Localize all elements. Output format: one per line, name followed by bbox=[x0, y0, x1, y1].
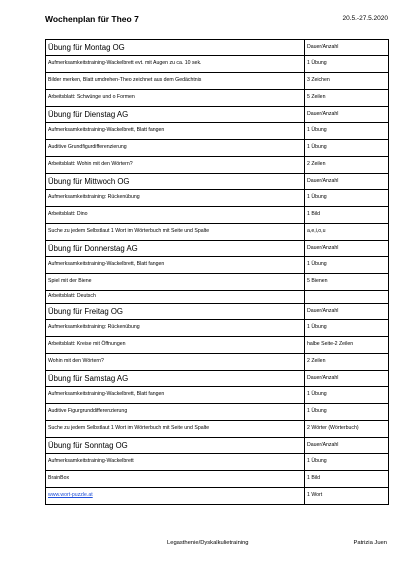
task-amount: 5 Zeilen bbox=[305, 90, 389, 107]
task-row bbox=[46, 140, 389, 157]
task-row bbox=[46, 56, 389, 73]
task-row bbox=[46, 337, 389, 354]
task-amount: 2 Zeilen bbox=[305, 354, 389, 371]
task-amount: halbe Seite-2 Zeilen bbox=[305, 337, 389, 354]
task-text: Suche zu jedem Selbstlaut 1 Wort im Wörterbuch mit Seite und Spalte bbox=[46, 224, 305, 241]
day-unit-label: Dauer/Anzahl bbox=[305, 438, 389, 454]
task-row bbox=[46, 73, 389, 90]
task-amount: 1 Übung bbox=[305, 454, 389, 471]
day-name: Übung für Sonntag OG bbox=[46, 438, 305, 454]
task-row bbox=[46, 320, 389, 337]
task-text: Arbeitsblatt: Deutsch bbox=[46, 291, 305, 304]
task-row bbox=[46, 488, 389, 505]
task-text: Aufmerksamkeitstraining: Rückenübung bbox=[46, 190, 305, 207]
day-header-row bbox=[46, 40, 389, 56]
task-text: Auditive Figurgrunddifferenzierung bbox=[46, 404, 305, 421]
task-amount: 1 Übung bbox=[305, 123, 389, 140]
task-text bbox=[46, 488, 305, 505]
task-amount: 1 Übung bbox=[305, 190, 389, 207]
date-range: 20.5.-27.5.2020 bbox=[342, 15, 388, 22]
task-amount: 3 Zeichen bbox=[305, 73, 389, 90]
task-amount: 1 Übung bbox=[305, 257, 389, 274]
task-row bbox=[46, 471, 389, 488]
task-text: Wohin mit den Wörtern? bbox=[46, 354, 305, 371]
day-header-row bbox=[46, 107, 389, 123]
day-name: Übung für Freitag OG bbox=[46, 304, 305, 320]
wort-puzzle-link[interactable]: www.wort-puzzle.at bbox=[48, 492, 93, 499]
day-name: Übung für Dienstag AG bbox=[46, 107, 305, 123]
task-amount: 1 Übung bbox=[305, 320, 389, 337]
task-text: Aufmerksamkeitstraining-Wackelbrett, Blatt fangen bbox=[46, 123, 305, 140]
task-text: Arbeitsblatt: Wohin mit den Wörtern? bbox=[46, 157, 305, 174]
task-row bbox=[46, 207, 389, 224]
task-row bbox=[46, 190, 389, 207]
task-amount: 1 Bild bbox=[305, 207, 389, 224]
day-header-row bbox=[46, 371, 389, 387]
task-row bbox=[46, 387, 389, 404]
day-name: Übung für Mittwoch OG bbox=[46, 174, 305, 190]
day-unit-label: Dauer/Anzahl bbox=[305, 40, 389, 56]
task-row bbox=[46, 257, 389, 274]
task-text: Auditive Grundfigurdifferenzierung bbox=[46, 140, 305, 157]
task-amount: 1 Übung bbox=[305, 387, 389, 404]
day-name: Übung für Donnerstag AG bbox=[46, 241, 305, 257]
day-header-row bbox=[46, 304, 389, 320]
task-row bbox=[46, 123, 389, 140]
footer-author: Patrizia Juen bbox=[353, 540, 387, 546]
task-text: Aufmerksamkeitstraining-Wackelbrett bbox=[46, 454, 305, 471]
task-text: Spiel mit der Biene bbox=[46, 274, 305, 291]
task-amount bbox=[305, 291, 389, 304]
task-row bbox=[46, 454, 389, 471]
task-row bbox=[46, 421, 389, 438]
day-name: Übung für Montag OG bbox=[46, 40, 305, 56]
day-unit-label: Dauer/Anzahl bbox=[305, 304, 389, 320]
task-row bbox=[46, 354, 389, 371]
page-title: Wochenplan für Theo 7 bbox=[45, 14, 139, 24]
day-unit-label: Dauer/Anzahl bbox=[305, 371, 389, 387]
task-text: Bilder merken, Blatt umdrehen-Theo zeichnet aus dem Gedächtnis bbox=[46, 73, 305, 90]
task-text: Aufmerksamkeitstraining: Rückenübung bbox=[46, 320, 305, 337]
task-amount: 1 Bild bbox=[305, 471, 389, 488]
task-amount: a,e,i,o,u bbox=[305, 224, 389, 241]
task-row bbox=[46, 224, 389, 241]
task-row bbox=[46, 157, 389, 174]
task-row bbox=[46, 274, 389, 291]
day-unit-label: Dauer/Anzahl bbox=[305, 174, 389, 190]
task-amount: 1 Übung bbox=[305, 140, 389, 157]
task-text: Aufmerksamkeitstraining-Wackelbrett evt. mit Augen zu ca. 10 sek. bbox=[46, 56, 305, 73]
task-text: Arbeitsblatt: Dino bbox=[46, 207, 305, 224]
day-unit-label: Dauer/Anzahl bbox=[305, 241, 389, 257]
day-unit-label: Dauer/Anzahl bbox=[305, 107, 389, 123]
weekly-plan-table bbox=[45, 39, 389, 505]
task-text: Arbeitsblatt: Kreise mit Öffnungen bbox=[46, 337, 305, 354]
page-header bbox=[45, 14, 388, 28]
task-amount: 2 Zeilen bbox=[305, 157, 389, 174]
task-amount: 1 Übung bbox=[305, 56, 389, 73]
task-text: Suche zu jedem Selbstlaut 1 Wort im Wörterbuch mit Seite und Spalte bbox=[46, 421, 305, 438]
day-header-row bbox=[46, 438, 389, 454]
task-text: Aufmerksamkeitstraining-Wackelbrett, Blatt fangen bbox=[46, 257, 305, 274]
task-amount: 1 Wort bbox=[305, 488, 389, 505]
task-amount: 5 Bienen bbox=[305, 274, 389, 291]
footer-label: Legasthenie/Dyskalkulietraining bbox=[167, 540, 249, 546]
day-name: Übung für Samstag AG bbox=[46, 371, 305, 387]
day-header-row bbox=[46, 241, 389, 257]
task-row bbox=[46, 90, 389, 107]
task-row bbox=[46, 291, 389, 304]
task-text: Arbeitsblatt: Schwünge und o Formen bbox=[46, 90, 305, 107]
task-amount: 1 Übung bbox=[305, 404, 389, 421]
day-header-row bbox=[46, 174, 389, 190]
task-row bbox=[46, 404, 389, 421]
task-amount: 2 Wörter (Wörterbuch) bbox=[305, 421, 389, 438]
task-text: Aufmerksamkeitstraining-Wackelbrett, Blatt fangen bbox=[46, 387, 305, 404]
task-text: BrainBox bbox=[46, 471, 305, 488]
